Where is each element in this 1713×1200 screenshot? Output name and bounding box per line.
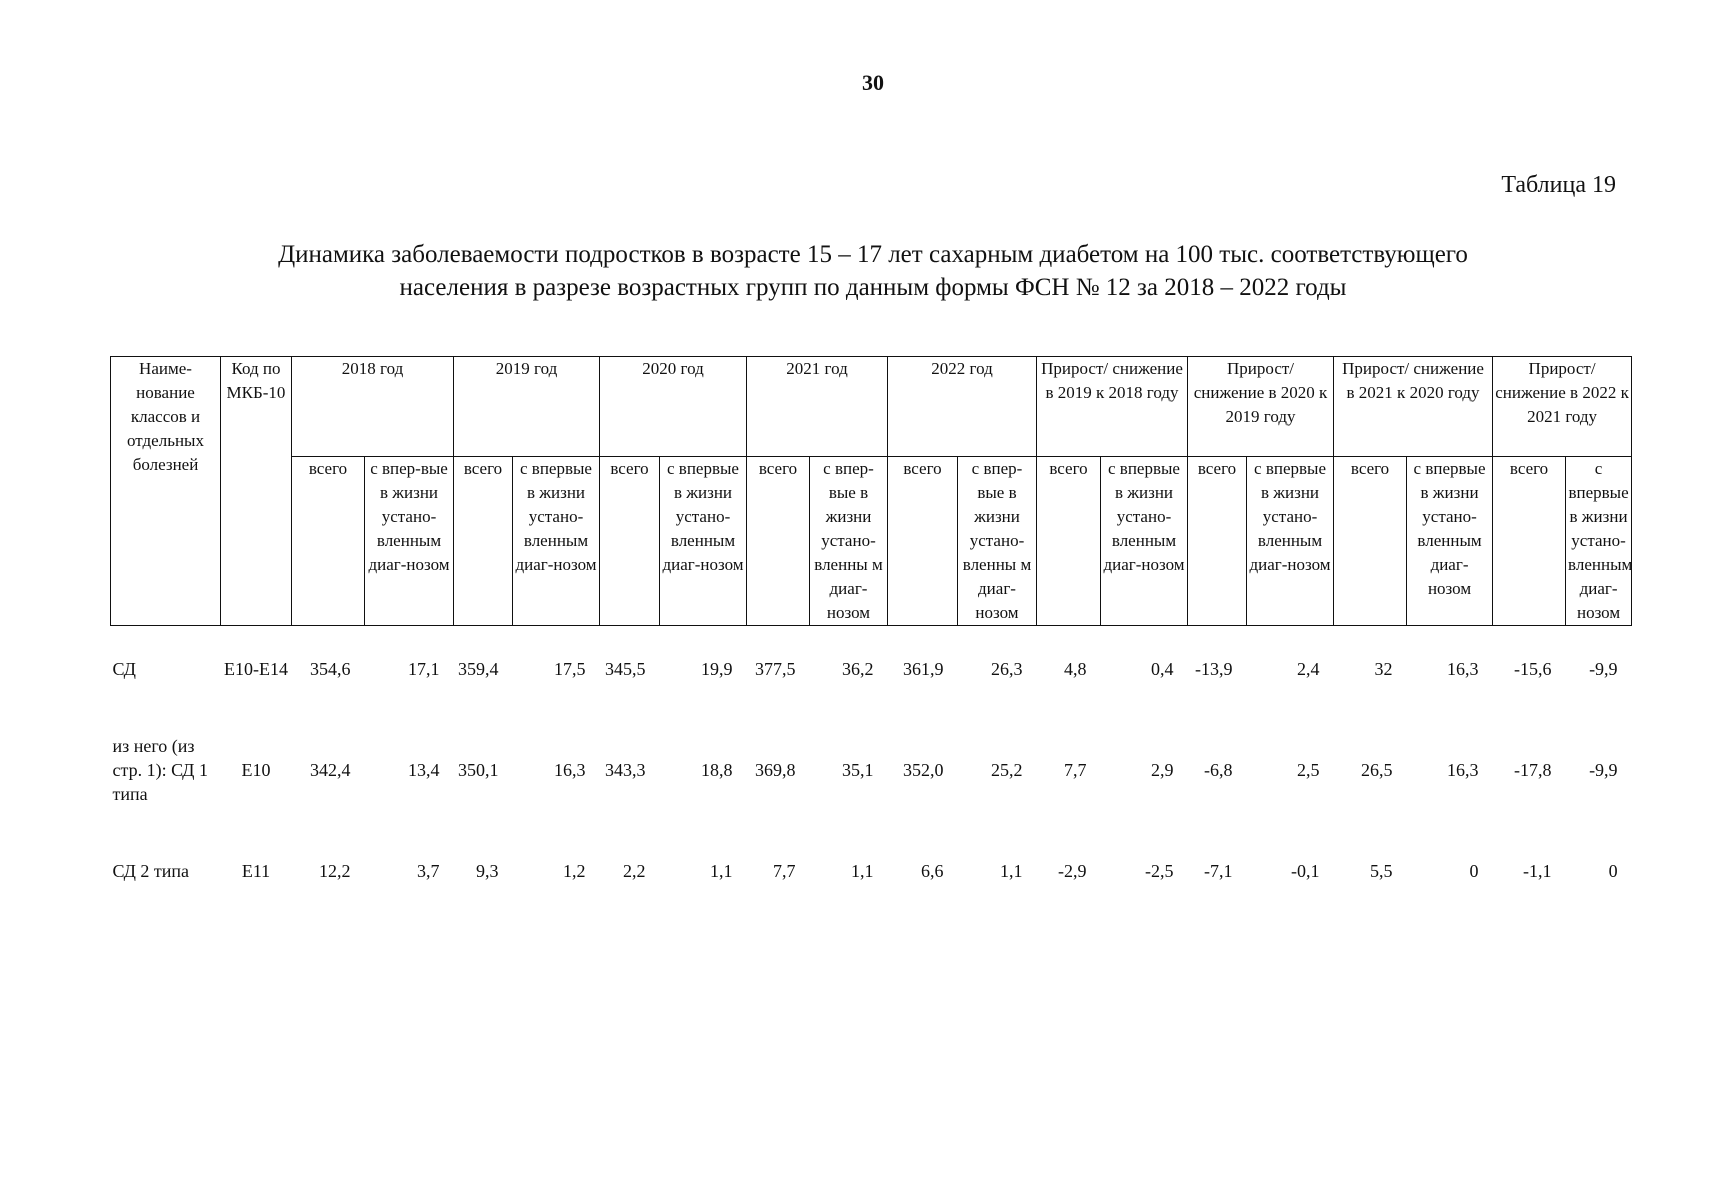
cell: 12,2 xyxy=(319,861,351,881)
table-label: Таблица 19 xyxy=(1501,172,1616,198)
subheader-first-diagnosed: с впер-вые в жизни устано-вленны м диаг-нозом xyxy=(958,457,1037,626)
header-change-2022-2021: Прирост/ снижение в 2022 к 2021 году xyxy=(1493,357,1632,457)
title-line-2: населения в разрезе возрастных групп по данным формы ФСН № 12 за 2018 – 2022 годы xyxy=(399,274,1347,301)
cell: 0 xyxy=(1608,861,1618,881)
subheader-first-diagnosed: с впервые в жизни устано-вленным диаг-нозом xyxy=(660,457,747,626)
cell: 2,5 xyxy=(1297,760,1320,780)
table-title xyxy=(150,238,1596,304)
header-change-2020-2019: Прирост/ снижение в 2020 к 2019 году xyxy=(1188,357,1334,457)
table-row xyxy=(111,828,1632,914)
cell: 18,8 xyxy=(701,760,733,780)
subheader-total: всего xyxy=(888,457,958,626)
cell: 377,5 xyxy=(755,659,796,679)
cell: 1,2 xyxy=(563,861,586,881)
row-name: СД xyxy=(112,659,136,679)
cell: 2,4 xyxy=(1297,659,1320,679)
incidence-table xyxy=(110,356,1632,914)
cell: -9,9 xyxy=(1589,659,1618,679)
cell: 4,8 xyxy=(1064,659,1087,679)
header-year-2019: 2019 год xyxy=(454,357,600,457)
cell: -7,1 xyxy=(1204,861,1233,881)
cell: -1,1 xyxy=(1523,861,1552,881)
header-icd-code: Код по МКБ-10 xyxy=(221,357,292,626)
cell: 342,4 xyxy=(310,760,351,780)
header-year-2020: 2020 год xyxy=(600,357,747,457)
cell: 354,6 xyxy=(310,659,351,679)
cell: 25,2 xyxy=(991,760,1023,780)
header-year-2018: 2018 год xyxy=(292,357,454,457)
cell: -6,8 xyxy=(1204,760,1233,780)
cell: 19,9 xyxy=(701,659,733,679)
subheader-total: всего xyxy=(454,457,513,626)
cell: 369,8 xyxy=(755,760,796,780)
cell: 1,1 xyxy=(851,861,874,881)
row-name: СД 2 типа xyxy=(112,861,190,881)
row-code: Е11 xyxy=(241,861,271,881)
cell: 2,9 xyxy=(1151,760,1174,780)
cell: 36,2 xyxy=(842,659,874,679)
subheader-total: всего xyxy=(1334,457,1407,626)
subheader-first-diagnosed: с впервые в жизни устано-вленным диаг-нозом xyxy=(1101,457,1188,626)
subheader-total: всего xyxy=(1493,457,1566,626)
cell: 1,1 xyxy=(710,861,733,881)
subheader-total: всего xyxy=(1188,457,1247,626)
header-year-2021: 2021 год xyxy=(747,357,888,457)
cell: 1,1 xyxy=(1000,861,1023,881)
cell: 26,3 xyxy=(991,659,1023,679)
row-code: Е10 xyxy=(241,760,271,780)
cell: 16,3 xyxy=(554,760,586,780)
cell: -2,5 xyxy=(1145,861,1174,881)
cell: 13,4 xyxy=(408,760,440,780)
cell: 5,5 xyxy=(1370,861,1393,881)
title-line-1: Динамика заболеваемости подростков в возрасте 15 – 17 лет сахарным диабетом на 100 тыс. соответствующего xyxy=(278,241,1468,268)
header-disease-name: Наиме-нование классов и отдельных болезней xyxy=(111,357,221,626)
cell: 17,5 xyxy=(554,659,586,679)
subheader-first-diagnosed: с впервые в жизни устано-вленным диаг-нозом xyxy=(1566,457,1632,626)
cell: 2,2 xyxy=(623,861,646,881)
row-name: из него (из стр. 1): СД 1 типа xyxy=(112,736,208,804)
cell: 16,3 xyxy=(1447,659,1479,679)
cell: 7,7 xyxy=(773,861,796,881)
subheader-total: всего xyxy=(292,457,365,626)
cell: 361,9 xyxy=(903,659,944,679)
cell: 0 xyxy=(1469,861,1479,881)
cell: 3,7 xyxy=(417,861,440,881)
subheader-total: всего xyxy=(1037,457,1101,626)
header-year-2022: 2022 год xyxy=(888,357,1037,457)
cell: 7,7 xyxy=(1064,760,1087,780)
cell: 26,5 xyxy=(1361,760,1393,780)
cell: 345,5 xyxy=(605,659,646,679)
subheader-total: всего xyxy=(747,457,810,626)
cell: -0,1 xyxy=(1291,861,1320,881)
subheader-first-diagnosed: с впер-вые в жизни устано-вленным диаг-нозом xyxy=(365,457,454,626)
page-number: 30 xyxy=(862,70,884,95)
cell: 16,3 xyxy=(1447,760,1479,780)
table-row xyxy=(111,712,1632,828)
cell: 6,6 xyxy=(921,861,944,881)
cell: -17,8 xyxy=(1514,760,1552,780)
subheader-first-diagnosed: с впервые в жизни устано-вленным диаг-нозом xyxy=(1247,457,1334,626)
cell: 343,3 xyxy=(605,760,646,780)
cell: -15,6 xyxy=(1514,659,1552,679)
table-row xyxy=(111,626,1632,713)
cell: -2,9 xyxy=(1058,861,1087,881)
header-change-2019-2018: Прирост/ снижение в 2019 к 2018 году xyxy=(1037,357,1188,457)
header-change-2021-2020: Прирост/ снижение в 2021 к 2020 году xyxy=(1334,357,1493,457)
cell: 17,1 xyxy=(408,659,440,679)
subheader-first-diagnosed: с впер-вые в жизни устано-вленны м диаг-нозом xyxy=(810,457,888,626)
subheader-first-diagnosed: с впервые в жизни устано-вленным диаг-нозом xyxy=(513,457,600,626)
subheader-total: всего xyxy=(600,457,660,626)
cell: 359,4 xyxy=(458,659,499,679)
cell: -9,9 xyxy=(1589,760,1618,780)
cell: 0,4 xyxy=(1151,659,1174,679)
cell: 32 xyxy=(1374,659,1393,679)
subheader-first-diagnosed: с впервые в жизни устано-вленным диаг-нозом xyxy=(1407,457,1493,626)
cell: 35,1 xyxy=(842,760,874,780)
cell: 352,0 xyxy=(903,760,944,780)
cell: 350,1 xyxy=(458,760,499,780)
row-code: Е10-Е14 xyxy=(224,659,288,679)
cell: 9,3 xyxy=(476,861,499,881)
cell: -13,9 xyxy=(1195,659,1233,679)
